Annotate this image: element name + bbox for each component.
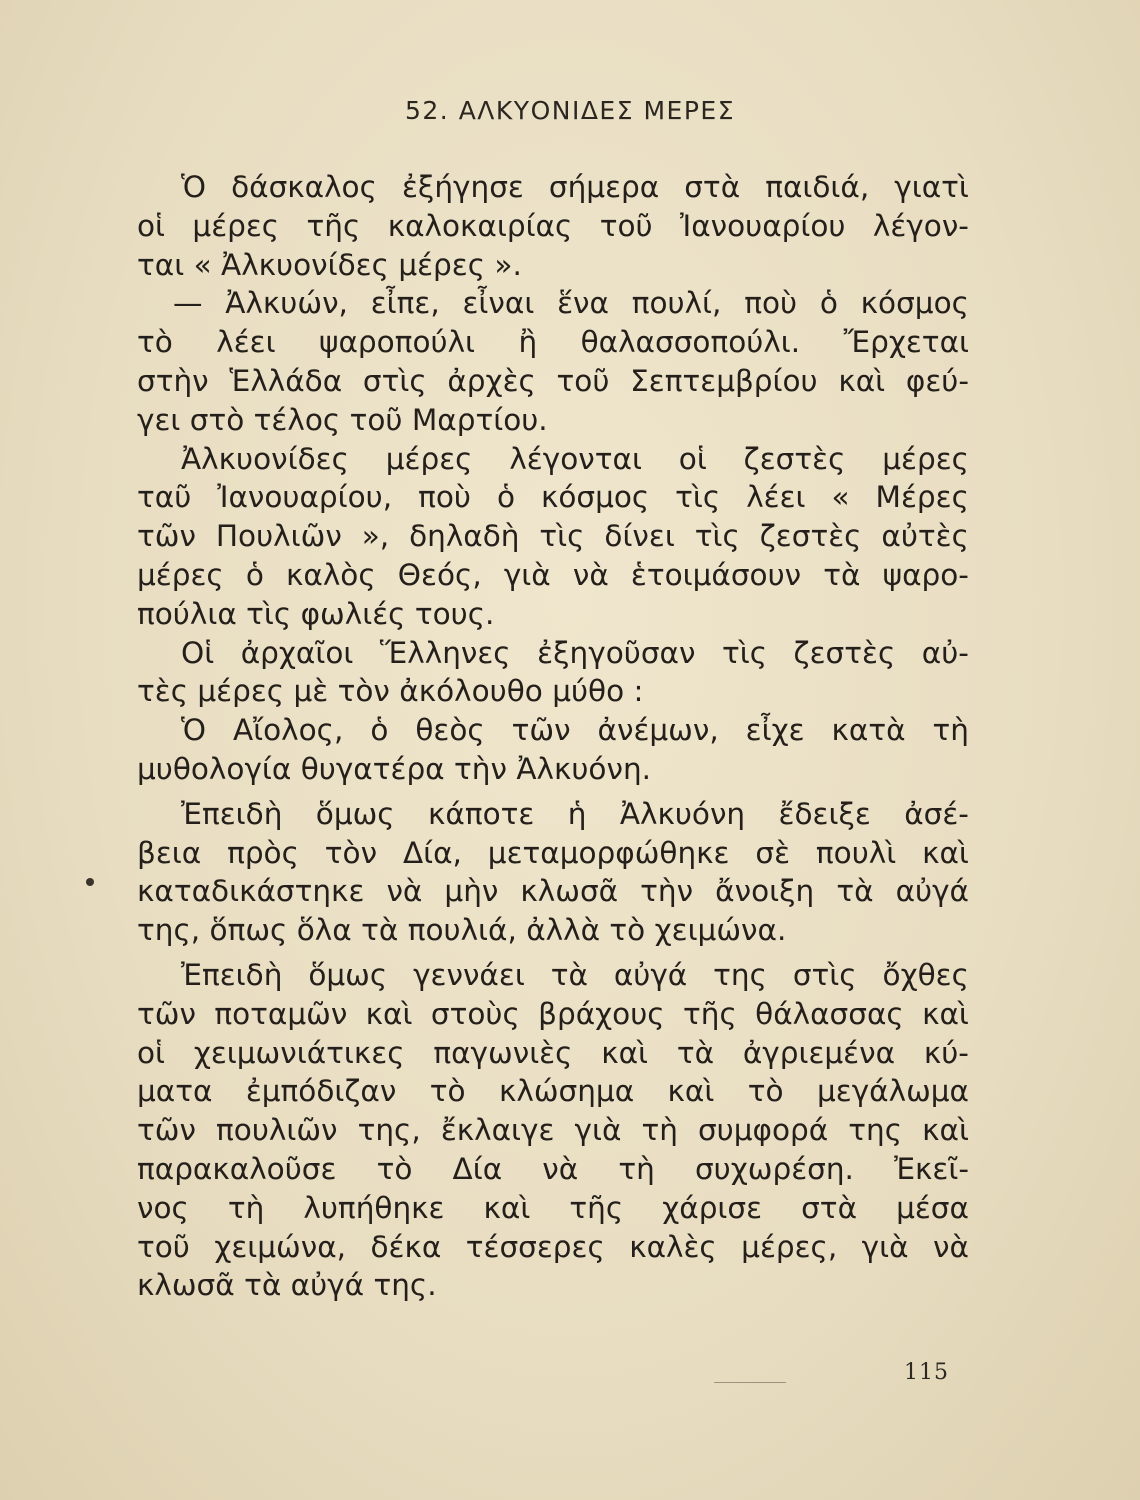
word: κλώσημα: [498, 1074, 635, 1109]
word: αὐ-: [921, 635, 969, 670]
word: αὐγά: [613, 957, 688, 992]
word: τὰ: [361, 913, 408, 948]
text-line: [137, 711, 969, 750]
word: Ἰανουαρίου,: [217, 480, 393, 515]
word: καλοκαιρίας: [387, 208, 573, 243]
word: ὅμως: [315, 796, 395, 831]
word: Ἔρχεται: [843, 325, 969, 360]
word: τῶν: [137, 519, 196, 554]
word: Ἐκεῖ-: [894, 1151, 969, 1186]
word: εἶπε,: [370, 286, 440, 321]
word: ὁ: [819, 286, 838, 321]
word: καὶ: [922, 835, 969, 870]
word: καὶ: [922, 1113, 969, 1148]
word: μέρες: [882, 441, 969, 476]
word: ζεστὲς: [743, 441, 846, 476]
word: «: [831, 480, 850, 515]
word: Ἀλκυονίδες: [181, 441, 349, 476]
word: μέρες: [385, 441, 473, 476]
ink-speck: [86, 878, 94, 886]
word: κλωσᾶ: [520, 874, 619, 909]
word: τῆς: [683, 996, 737, 1031]
word: τους.: [414, 596, 495, 631]
text-line: [137, 634, 969, 673]
text-line: [137, 1228, 969, 1267]
word: τὶς: [721, 635, 768, 670]
word: χάρισε: [662, 1190, 763, 1225]
word: τὸ: [429, 1074, 466, 1109]
word: καὶ: [922, 996, 969, 1031]
word: Μέρες: [875, 480, 969, 515]
word: Ἑλλάδα: [229, 363, 343, 398]
word: τῶν: [137, 1113, 196, 1148]
word: πουλιῶν: [216, 1113, 338, 1148]
word: τὴ: [227, 1190, 265, 1225]
word: τὰ: [550, 957, 588, 992]
word: μέρες: [398, 247, 495, 282]
word: »,: [361, 519, 390, 554]
word: οἱ: [137, 1035, 166, 1070]
word: ποὺ: [418, 480, 471, 515]
word: Ἀλκυόνη.: [516, 751, 652, 786]
word: Ὁ: [181, 170, 207, 204]
word: μέρες,: [741, 1229, 838, 1264]
word: θαλασσοπούλι.: [580, 325, 801, 360]
word: τὶς: [246, 596, 301, 631]
word: στὶς: [792, 957, 857, 992]
word: λέγον-: [872, 208, 969, 243]
text-line: [137, 1034, 969, 1073]
chapter-title: 52. ΑΛΚΥΟΝΙΔΕΣ ΜΕΡΕΣ: [405, 96, 735, 125]
text-line: [137, 478, 969, 517]
page-number: 115: [904, 1360, 949, 1385]
word: της,: [137, 913, 210, 948]
text-line: [137, 323, 969, 362]
word: ἢ: [518, 325, 538, 360]
word: θάλασσας: [755, 996, 904, 1031]
word: τὴ: [641, 1113, 678, 1148]
word: μεγάλωμα: [817, 1074, 969, 1109]
text-line: [137, 1072, 969, 1111]
word: νὰ: [542, 1151, 579, 1186]
word: ἕνα: [557, 286, 609, 321]
word: Ἀλκυών,: [225, 286, 348, 321]
text-line: [137, 556, 969, 595]
word: λέει: [216, 325, 276, 360]
word: χειμωνιάτικες: [193, 1035, 405, 1070]
word: τῆς: [569, 1190, 624, 1225]
word: τὸ: [747, 1074, 784, 1109]
word: —: [173, 286, 203, 321]
word: ἐμπόδιζαν: [245, 1074, 397, 1109]
word: σὲ: [755, 835, 791, 870]
text-line: [137, 401, 969, 440]
word: ποὺ: [744, 286, 798, 321]
word: της: [713, 957, 767, 992]
word: στὰ: [801, 1190, 858, 1225]
word: κάποτε: [428, 796, 535, 831]
word: αὐγά: [895, 874, 969, 909]
word: ὄχθες: [882, 957, 969, 992]
word: μέρες: [137, 557, 224, 592]
word: καὶ: [601, 1035, 649, 1070]
word: δίνει: [604, 519, 675, 554]
word: ζεστὲς: [793, 635, 896, 670]
word: ὁ: [496, 480, 515, 515]
word: τῶν: [511, 713, 571, 748]
word: Ἀλκυόνη: [619, 796, 746, 831]
word: ἑτοιμάσουν: [630, 557, 802, 592]
word: αὐτὲς: [881, 519, 969, 554]
word: κόσμος: [540, 480, 650, 515]
word: δάσκαλος: [231, 170, 377, 204]
word: τὸ: [376, 1151, 413, 1186]
word: Μαρτίου.: [411, 402, 548, 437]
word: ἀσέ-: [904, 796, 969, 831]
word: ὅπως: [209, 913, 297, 948]
word: βεια: [137, 835, 202, 870]
word: πουλιά,: [407, 913, 527, 948]
word: ὅλα: [296, 913, 362, 948]
word: μύθο: [552, 674, 634, 709]
text-line: [137, 1150, 969, 1189]
word: μυθολογία: [137, 751, 301, 786]
text-line: [137, 795, 969, 834]
word: τὶς: [675, 480, 721, 515]
word: Ὁ: [181, 713, 207, 748]
word: σήμερα: [548, 170, 660, 204]
word: γιατὶ: [894, 170, 969, 204]
word: της: [848, 1113, 903, 1148]
word: ποταμῶν: [214, 996, 348, 1031]
word: κατὰ: [831, 713, 906, 748]
text-line: [137, 517, 969, 556]
text-line: [137, 834, 969, 873]
word: Δία: [452, 1151, 503, 1186]
text-line: [137, 956, 969, 995]
word: νὰ: [386, 874, 423, 909]
text-line: [137, 1189, 969, 1228]
word: φεύ-: [905, 363, 969, 398]
text-line: [137, 750, 969, 789]
word: αὐγά: [290, 1268, 374, 1303]
word: οἱ: [137, 208, 166, 243]
word: Ἕλληνες: [379, 635, 511, 670]
word: Ἀλκυονίδες: [221, 247, 399, 282]
word: ἔκλαιγε: [440, 1113, 555, 1148]
body-text: [137, 168, 969, 1305]
word: παγωνιὲς: [433, 1035, 573, 1070]
word: ταῦ: [137, 480, 192, 515]
word: τὸν: [337, 674, 400, 709]
word: κύ-: [923, 1035, 969, 1070]
word: χειμώνα.: [654, 913, 787, 948]
word: Αἴολος,: [232, 713, 344, 748]
word: τὰ: [836, 874, 874, 909]
word: λυπήθηκε: [303, 1190, 445, 1225]
word: γει: [137, 402, 190, 437]
word: ὁ: [370, 713, 389, 748]
word: βράχους: [538, 996, 665, 1031]
word: ἀρχαῖοι: [240, 635, 354, 670]
word: χειμώνα,: [214, 1229, 347, 1264]
word: πρὸς: [227, 835, 299, 870]
word: τὴν: [454, 751, 517, 786]
word: καλὲς: [629, 1229, 717, 1264]
word: εἶχε: [745, 713, 805, 748]
word: συμφορά: [697, 1113, 829, 1148]
word: ».: [494, 247, 522, 282]
word: τὲς: [137, 674, 198, 709]
word: γιὰ: [861, 1229, 909, 1264]
word: ἡ: [567, 796, 587, 831]
word: της.: [373, 1268, 437, 1303]
word: στὸ: [189, 402, 254, 437]
word: ὁ: [245, 557, 264, 592]
word: νος: [137, 1190, 189, 1225]
text-line: [137, 1111, 969, 1150]
word: τὰ: [676, 1035, 715, 1070]
word: ἀλλὰ: [526, 913, 610, 948]
text-line: [137, 911, 969, 950]
word: τέσσερες: [465, 1229, 605, 1264]
word: παρακαλοῦσε: [137, 1151, 337, 1186]
word: ψαρο-: [882, 557, 969, 592]
word: τοῦ: [349, 402, 412, 437]
text-line: [137, 672, 969, 711]
text-line: [137, 1266, 969, 1305]
word: γεννάει: [413, 957, 525, 992]
word: τὴν: [640, 874, 694, 909]
word: καλὸς: [286, 557, 376, 592]
text-line: [137, 284, 969, 323]
word: τῶν: [137, 996, 196, 1031]
word: μέρες: [192, 208, 280, 243]
text-line: [137, 168, 969, 207]
word: εἶναι: [462, 286, 535, 321]
word: τὸ: [609, 913, 655, 948]
word: μὴν: [444, 874, 499, 909]
word: τὶς: [694, 519, 740, 554]
word: Ἰανουαρίου: [679, 208, 846, 243]
word: ἐξηγοῦσαν: [537, 635, 696, 670]
word: καὶ: [365, 996, 413, 1031]
word: Οἱ: [181, 635, 215, 670]
word: οἱ: [678, 441, 707, 476]
word: τὰ: [823, 557, 861, 592]
word: ὅμως: [308, 957, 388, 992]
word: στὶς: [362, 363, 427, 398]
word: στὰ: [684, 170, 741, 204]
text-line: [137, 362, 969, 401]
word: παιδιά,: [765, 170, 870, 204]
word: καὶ: [838, 363, 886, 398]
word: ματα: [137, 1074, 213, 1109]
word: ἔδειξε: [778, 796, 871, 831]
word: Δία,: [402, 835, 462, 870]
word: μέρες: [197, 674, 294, 709]
word: Ἐπειδὴ: [181, 796, 283, 831]
word: τὰ: [244, 1268, 291, 1303]
text-line: [137, 872, 969, 911]
word: Θεός,: [397, 557, 482, 592]
word: ψαροπούλι: [319, 325, 476, 360]
word: Ἐπειδὴ: [181, 957, 283, 992]
word: ἄνοιξη: [715, 874, 815, 909]
word: φωλιές: [300, 596, 415, 631]
word: ἀγριεμένα: [742, 1035, 896, 1070]
word: μεταμορφώθηκε: [487, 835, 730, 870]
word: τέλος: [253, 402, 350, 437]
word: θυγατέρα: [300, 751, 454, 786]
word: κόσμος: [860, 286, 969, 321]
word: τοῦ: [599, 208, 653, 243]
word: κλωσᾶ: [137, 1268, 245, 1303]
word: ἐξήγησε: [401, 170, 524, 204]
word: καὶ: [483, 1190, 531, 1225]
word: γιὰ: [503, 557, 551, 592]
word: νὰ: [572, 557, 609, 592]
word: λέγονται: [509, 441, 642, 476]
word: ἀρχὲς: [447, 363, 536, 398]
word: θεὸς: [415, 713, 485, 748]
text-line: [137, 995, 969, 1034]
word: δηλαδὴ: [409, 519, 520, 554]
word: :: [633, 674, 644, 709]
word: καταδικάστηκε: [137, 874, 365, 909]
word: στοὺς: [430, 996, 520, 1031]
word: τὸν: [324, 835, 378, 870]
word: πουλὶ: [815, 835, 897, 870]
word: τὴ: [932, 713, 969, 748]
word: της,: [357, 1113, 421, 1148]
word: συχωρέση.: [694, 1151, 854, 1186]
text-line: [137, 440, 969, 479]
word: λέει: [746, 480, 806, 515]
word: τοῦ: [137, 1229, 190, 1264]
word: τὸ: [137, 325, 173, 360]
word: δέκα: [370, 1229, 442, 1264]
word: Πουλιῶν: [215, 519, 342, 554]
footer-rule: [714, 1382, 786, 1383]
word: Σεπτεμβρίου: [630, 363, 818, 398]
word: μέσα: [896, 1190, 969, 1225]
word: ἀκόλουθο: [399, 674, 553, 709]
word: ται: [137, 247, 194, 282]
word: «: [193, 247, 222, 282]
word: καὶ: [667, 1074, 715, 1109]
word: ἀνέμων,: [597, 713, 719, 748]
word: γιὰ: [574, 1113, 622, 1148]
word: πούλια: [137, 596, 247, 631]
word: τὶς: [539, 519, 585, 554]
text-line: [137, 595, 969, 634]
text-line: [137, 246, 969, 285]
word: μὲ: [293, 674, 338, 709]
word: ζεστὲς: [759, 519, 862, 554]
word: τὴ: [618, 1151, 655, 1186]
word: τῆς: [306, 208, 361, 243]
word: πουλί,: [631, 286, 722, 321]
word: στὴν: [137, 363, 209, 398]
word: τοῦ: [556, 363, 610, 398]
word: νὰ: [932, 1229, 969, 1264]
text-line: [137, 207, 969, 246]
